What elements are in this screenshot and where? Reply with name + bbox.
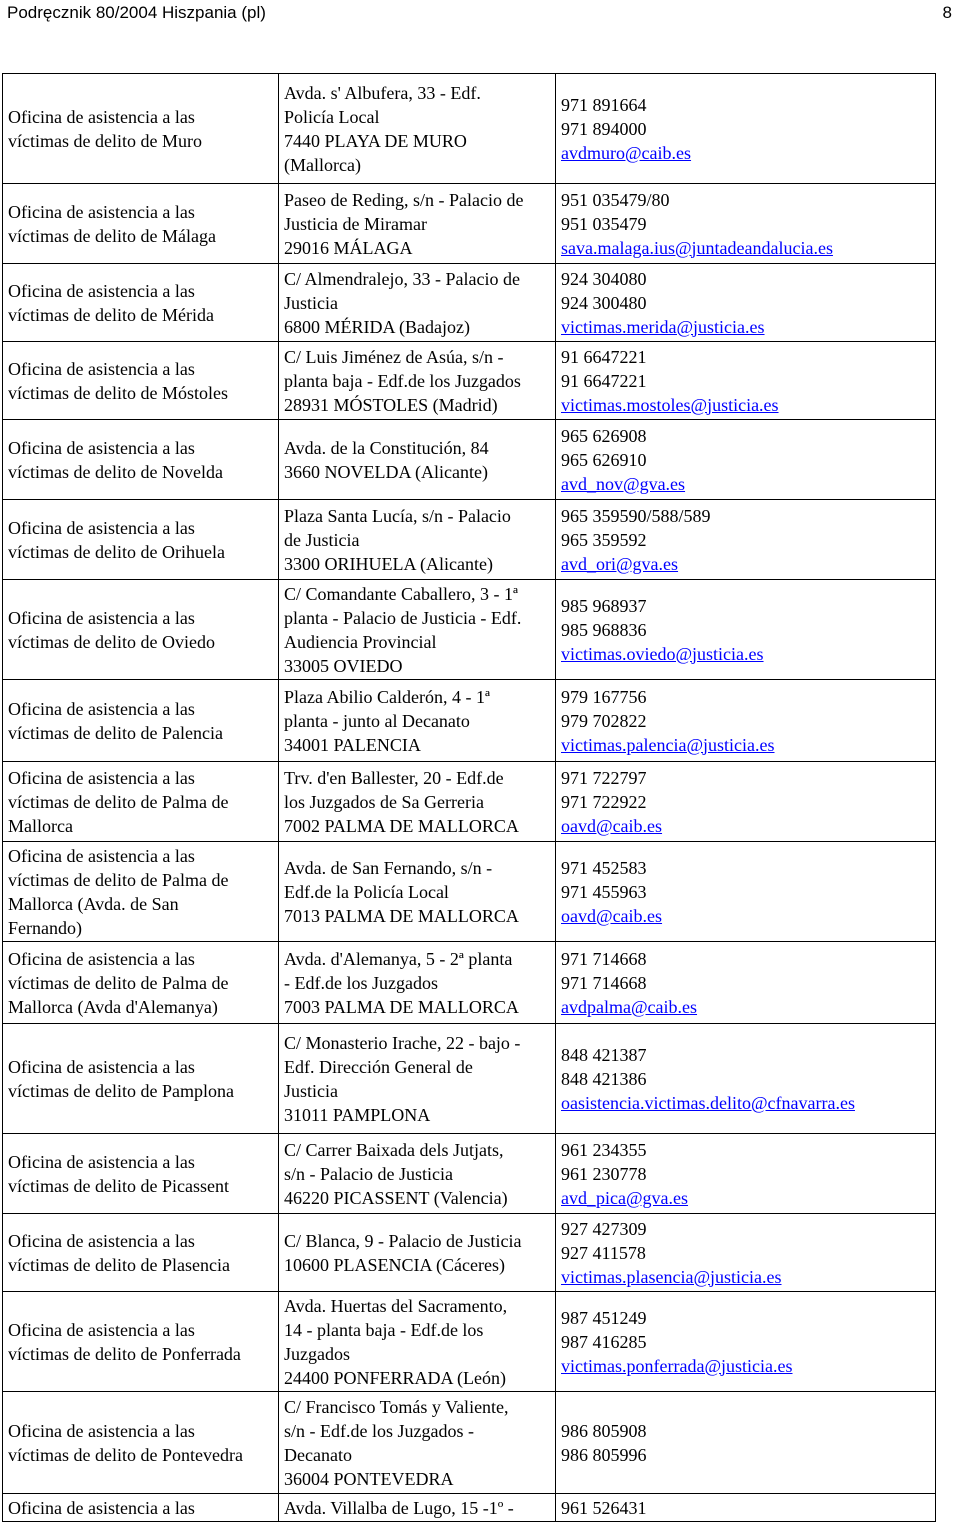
email-link[interactable]: oavd@caib.es xyxy=(561,815,663,836)
address-cell xyxy=(279,184,556,264)
contact-cell xyxy=(556,1392,936,1494)
address-line: 31011 PAMPLONA xyxy=(284,1104,431,1125)
phone-number: 848 421387 xyxy=(561,1044,647,1065)
address-cell xyxy=(279,680,556,762)
phone-number: 971 452583 xyxy=(561,857,647,878)
office-name-line: Oficina de asistencia a las xyxy=(8,201,195,222)
table-row xyxy=(3,264,936,342)
address-line: Policía Local xyxy=(284,106,380,127)
address-line: C/ Blanca, 9 - Palacio de Justicia xyxy=(284,1230,522,1251)
office-name-line: víctimas de delito de Orihuela xyxy=(8,541,225,562)
table-row xyxy=(3,1292,936,1392)
address-line: - Edf.de los Juzgados xyxy=(284,972,438,993)
office-name-line: víctimas de delito de Palma de xyxy=(8,972,229,993)
office-name-line: víctimas de delito de Mérida xyxy=(8,304,214,325)
office-name-line: víctimas de delito de Málaga xyxy=(8,225,216,246)
office-name-cell xyxy=(3,680,279,762)
office-name-cell xyxy=(3,1292,279,1392)
phone-number: 961 526431 xyxy=(561,1497,647,1518)
phone-number: 927 427309 xyxy=(561,1218,647,1239)
office-name-cell xyxy=(3,1024,279,1134)
phone-number: 985 968937 xyxy=(561,595,647,616)
phone-number: 971 722797 xyxy=(561,767,647,788)
office-name-line: víctimas de delito de Novelda xyxy=(8,461,223,482)
address-line: C/ Almendralejo, 33 - Palacio de xyxy=(284,268,520,289)
contact-cell xyxy=(556,184,936,264)
address-line: C/ Carrer Baixada dels Jutjats, xyxy=(284,1139,504,1160)
address-line: los Juzgados de Sa Gerreria xyxy=(284,791,484,812)
address-cell xyxy=(279,580,556,680)
office-name-line: Oficina de asistencia a las xyxy=(8,1230,195,1251)
office-name-line: víctimas de delito de Pontevedra xyxy=(8,1444,243,1465)
phone-number: 971 714668 xyxy=(561,972,647,993)
office-name-cell xyxy=(3,1134,279,1214)
address-cell xyxy=(279,342,556,420)
address-line: 36004 PONTEVEDRA xyxy=(284,1468,454,1489)
table-row xyxy=(3,500,936,580)
office-name-line: Oficina de asistencia a las xyxy=(8,698,195,719)
contact-cell xyxy=(556,500,936,580)
phone-number: 848 421386 xyxy=(561,1068,647,1089)
address-line: planta - junto al Decanato xyxy=(284,710,470,731)
table-row xyxy=(3,420,936,500)
address-line: 28931 MÓSTOLES (Madrid) xyxy=(284,394,498,415)
address-line: 6800 MÉRIDA (Badajoz) xyxy=(284,316,470,337)
address-line: Plaza Santa Lucía, s/n - Palacio xyxy=(284,505,511,526)
document-title: Podręcznik 80/2004 Hiszpania (pl) xyxy=(7,3,266,22)
email-link[interactable]: oavd@caib.es xyxy=(561,905,663,926)
email-link[interactable]: victimas.oviedo@justicia.es xyxy=(561,643,764,664)
office-name-cell xyxy=(3,762,279,842)
phone-number: 979 167756 xyxy=(561,686,647,707)
address-line: Audiencia Provincial xyxy=(284,631,437,652)
office-name-line: Oficina de asistencia a las xyxy=(8,767,195,788)
office-name-line: Mallorca xyxy=(8,815,73,836)
address-cell xyxy=(279,1292,556,1392)
table-row xyxy=(3,342,936,420)
address-line: Juzgados xyxy=(284,1343,350,1364)
phone-number: 91 6647221 xyxy=(561,346,647,367)
address-line: 10600 PLASENCIA (Cáceres) xyxy=(284,1254,505,1275)
table-row xyxy=(3,842,936,942)
office-name-line: víctimas de delito de Palma de xyxy=(8,791,229,812)
contact-cell xyxy=(556,1024,936,1134)
phone-number: 965 359590/588/589 xyxy=(561,505,711,526)
office-name-line: Oficina de asistencia a las xyxy=(8,845,195,866)
phone-number: 971 894000 xyxy=(561,118,647,139)
phone-number: 987 451249 xyxy=(561,1307,647,1328)
phone-number: 924 300480 xyxy=(561,292,647,313)
address-line: 7013 PALMA DE MALLORCA xyxy=(284,905,519,926)
address-line: 34001 PALENCIA xyxy=(284,734,421,755)
office-name-cell xyxy=(3,842,279,942)
phone-number: 924 304080 xyxy=(561,268,647,289)
office-name-line: Oficina de asistencia a las xyxy=(8,1056,195,1077)
address-cell xyxy=(279,1494,556,1522)
address-line: Avda. s' Albufera, 33 - Edf. xyxy=(284,82,481,103)
address-line: Decanato xyxy=(284,1444,352,1465)
phone-number: 979 702822 xyxy=(561,710,647,731)
office-name-cell xyxy=(3,580,279,680)
contact-cell xyxy=(556,1134,936,1214)
office-name-line: Oficina de asistencia a las xyxy=(8,1319,195,1340)
office-name-line: víctimas de delito de Picassent xyxy=(8,1175,229,1196)
address-line: Avda. d'Alemanya, 5 - 2ª planta xyxy=(284,948,513,969)
email-link[interactable]: victimas.mostoles@justicia.es xyxy=(561,394,779,415)
phone-number: 965 626908 xyxy=(561,425,647,446)
address-line: planta - Palacio de Justicia - Edf. xyxy=(284,607,522,628)
address-line: 33005 OVIEDO xyxy=(284,655,403,676)
address-line: Avda. de San Fernando, s/n - xyxy=(284,857,493,878)
table-row xyxy=(3,74,936,184)
table-row xyxy=(3,762,936,842)
email-link[interactable]: oasistencia.victimas.delito@cfnavarra.es xyxy=(561,1092,855,1113)
office-name-cell xyxy=(3,74,279,184)
office-name-line: Mallorca (Avda d'Alemanya) xyxy=(8,996,218,1017)
office-name-cell xyxy=(3,342,279,420)
address-line: (Mallorca) xyxy=(284,154,361,175)
office-name-line: Oficina de asistencia a las xyxy=(8,1420,195,1441)
address-cell xyxy=(279,74,556,184)
office-name-line: Oficina de asistencia a las xyxy=(8,358,195,379)
office-name-line: Oficina de asistencia a las xyxy=(8,106,195,127)
address-line: C/ Comandante Caballero, 3 - 1ª xyxy=(284,583,518,604)
address-cell xyxy=(279,264,556,342)
email-link[interactable]: sava.malaga.ius@juntadeandalucia.es xyxy=(561,237,833,258)
email-link[interactable]: avdpalma@caib.es xyxy=(561,996,698,1017)
phone-number: 951 035479/80 xyxy=(561,189,670,210)
phone-number: 927 411578 xyxy=(561,1242,646,1263)
phone-number: 985 968836 xyxy=(561,619,647,640)
address-cell xyxy=(279,942,556,1024)
contact-cell xyxy=(556,420,936,500)
contact-cell xyxy=(556,1494,936,1522)
address-cell xyxy=(279,1214,556,1292)
office-name-line: víctimas de delito de Palencia xyxy=(8,722,223,743)
table-row xyxy=(3,1214,936,1292)
address-line: Plaza Abilio Calderón, 4 - 1ª xyxy=(284,686,490,707)
contact-cell xyxy=(556,342,936,420)
email-link[interactable]: avdmuro@caib.es xyxy=(561,142,692,163)
address-line: de Justicia xyxy=(284,529,360,550)
office-name-line: víctimas de delito de Oviedo xyxy=(8,631,215,652)
contact-cell xyxy=(556,762,936,842)
address-line: Avda. de la Constitución, 84 xyxy=(284,437,489,458)
office-name-line: víctimas de delito de Pamplona xyxy=(8,1080,234,1101)
office-name-cell xyxy=(3,942,279,1024)
phone-number: 986 805908 xyxy=(561,1420,647,1441)
email-link[interactable]: avd_nov@gva.es xyxy=(561,473,686,494)
phone-number: 965 626910 xyxy=(561,449,647,470)
page-number: 8 xyxy=(942,3,952,22)
phone-number: 951 035479 xyxy=(561,213,647,234)
phone-number: 971 722922 xyxy=(561,791,647,812)
address-line: Edf.de la Policía Local xyxy=(284,881,449,902)
address-line: 46220 PICASSENT (Valencia) xyxy=(284,1187,508,1208)
address-line: 24400 PONFERRADA (León) xyxy=(284,1367,507,1388)
office-name-line: víctimas de delito de Muro xyxy=(8,130,202,151)
table-row xyxy=(3,942,936,1024)
email-link[interactable]: avd_ori@gva.es xyxy=(561,553,679,574)
office-name-line: víctimas de delito de Móstoles xyxy=(8,382,228,403)
address-line: 3660 NOVELDA (Alicante) xyxy=(284,461,488,482)
phone-number: 961 234355 xyxy=(561,1139,647,1160)
office-name-line: Fernando) xyxy=(8,917,82,938)
address-line: C/ Luis Jiménez de Asúa, s/n - xyxy=(284,346,504,367)
address-line: 7003 PALMA DE MALLORCA xyxy=(284,996,519,1017)
phone-number: 91 6647221 xyxy=(561,370,647,391)
address-line: planta baja - Edf.de los Juzgados xyxy=(284,370,521,391)
phone-number: 971 891664 xyxy=(561,94,647,115)
email-link[interactable]: victimas.palencia@justicia.es xyxy=(561,734,775,755)
address-line: Trv. d'en Ballester, 20 - Edf.de xyxy=(284,767,504,788)
address-line: Avda. Villalba de Lugo, 15 -1º - xyxy=(284,1497,514,1518)
office-name-line: Oficina de asistencia a las xyxy=(8,437,195,458)
directory-body xyxy=(3,74,936,1522)
office-name-line: Mallorca (Avda. de San xyxy=(8,893,179,914)
office-name-line: víctimas de delito de Plasencia xyxy=(8,1254,230,1275)
address-line: Justicia xyxy=(284,292,338,313)
phone-number: 961 230778 xyxy=(561,1163,647,1184)
contact-cell xyxy=(556,580,936,680)
contact-cell xyxy=(556,680,936,762)
office-name-cell xyxy=(3,500,279,580)
address-cell xyxy=(279,1392,556,1494)
address-cell xyxy=(279,420,556,500)
address-line: Justicia xyxy=(284,1080,338,1101)
address-line: 29016 MÁLAGA xyxy=(284,237,413,258)
table-row xyxy=(3,580,936,680)
table-row xyxy=(3,1024,936,1134)
office-name-cell xyxy=(3,1494,279,1522)
address-cell xyxy=(279,1134,556,1214)
office-name-line: Oficina de asistencia a las xyxy=(8,948,195,969)
office-name-cell xyxy=(3,184,279,264)
office-name-cell xyxy=(3,420,279,500)
address-cell xyxy=(279,842,556,942)
address-line: Avda. Huertas del Sacramento, xyxy=(284,1295,508,1316)
phone-number: 971 714668 xyxy=(561,948,647,969)
contact-cell xyxy=(556,942,936,1024)
email-link[interactable]: victimas.plasencia@justicia.es xyxy=(561,1266,782,1287)
email-link[interactable]: victimas.merida@justicia.es xyxy=(561,316,765,337)
office-name-line: Oficina de asistencia a las xyxy=(8,1497,195,1518)
contact-cell xyxy=(556,1292,936,1392)
office-name-line: víctimas de delito de Palma de xyxy=(8,869,229,890)
address-line: C/ Francisco Tomás y Valiente, xyxy=(284,1396,509,1417)
contact-cell xyxy=(556,264,936,342)
contact-cell xyxy=(556,1214,936,1292)
address-line: C/ Monasterio Irache, 22 - bajo - xyxy=(284,1032,521,1053)
address-cell xyxy=(279,500,556,580)
address-cell xyxy=(279,1024,556,1134)
address-line: Paseo de Reding, s/n - Palacio de xyxy=(284,189,524,210)
contact-cell xyxy=(556,842,936,942)
office-name-cell xyxy=(3,1214,279,1292)
address-line: 3300 ORIHUELA (Alicante) xyxy=(284,553,493,574)
address-line: s/n - Palacio de Justicia xyxy=(284,1163,453,1184)
email-link[interactable]: avd_pica@gva.es xyxy=(561,1187,689,1208)
address-cell xyxy=(279,762,556,842)
table-row xyxy=(3,1392,936,1494)
office-name-line: Oficina de asistencia a las xyxy=(8,607,195,628)
phone-number: 986 805996 xyxy=(561,1444,647,1465)
address-line: Justicia de Miramar xyxy=(284,213,427,234)
address-line: 7002 PALMA DE MALLORCA xyxy=(284,815,519,836)
office-name-line: Oficina de asistencia a las xyxy=(8,1151,195,1172)
phone-number: 965 359592 xyxy=(561,529,647,550)
phone-number: 971 455963 xyxy=(561,881,647,902)
table-row xyxy=(3,184,936,264)
address-line: Edf. Dirección General de xyxy=(284,1056,473,1077)
address-line: 7440 PLAYA DE MURO xyxy=(284,130,467,151)
office-name-cell xyxy=(3,264,279,342)
victim-office-directory-table xyxy=(2,73,936,1522)
address-line: 14 - planta baja - Edf.de los xyxy=(284,1319,484,1340)
email-link[interactable]: victimas.ponferrada@justicia.es xyxy=(561,1355,793,1376)
table-row xyxy=(3,1494,936,1522)
office-name-line: víctimas de delito de Ponferrada xyxy=(8,1343,241,1364)
table-row xyxy=(3,1134,936,1214)
address-line: s/n - Edf.de los Juzgados - xyxy=(284,1420,474,1441)
office-name-cell xyxy=(3,1392,279,1494)
contact-cell xyxy=(556,74,936,184)
table-row xyxy=(3,680,936,762)
office-name-line: Oficina de asistencia a las xyxy=(8,280,195,301)
phone-number: 987 416285 xyxy=(561,1331,647,1352)
page-header xyxy=(0,0,960,30)
office-name-line: Oficina de asistencia a las xyxy=(8,517,195,538)
